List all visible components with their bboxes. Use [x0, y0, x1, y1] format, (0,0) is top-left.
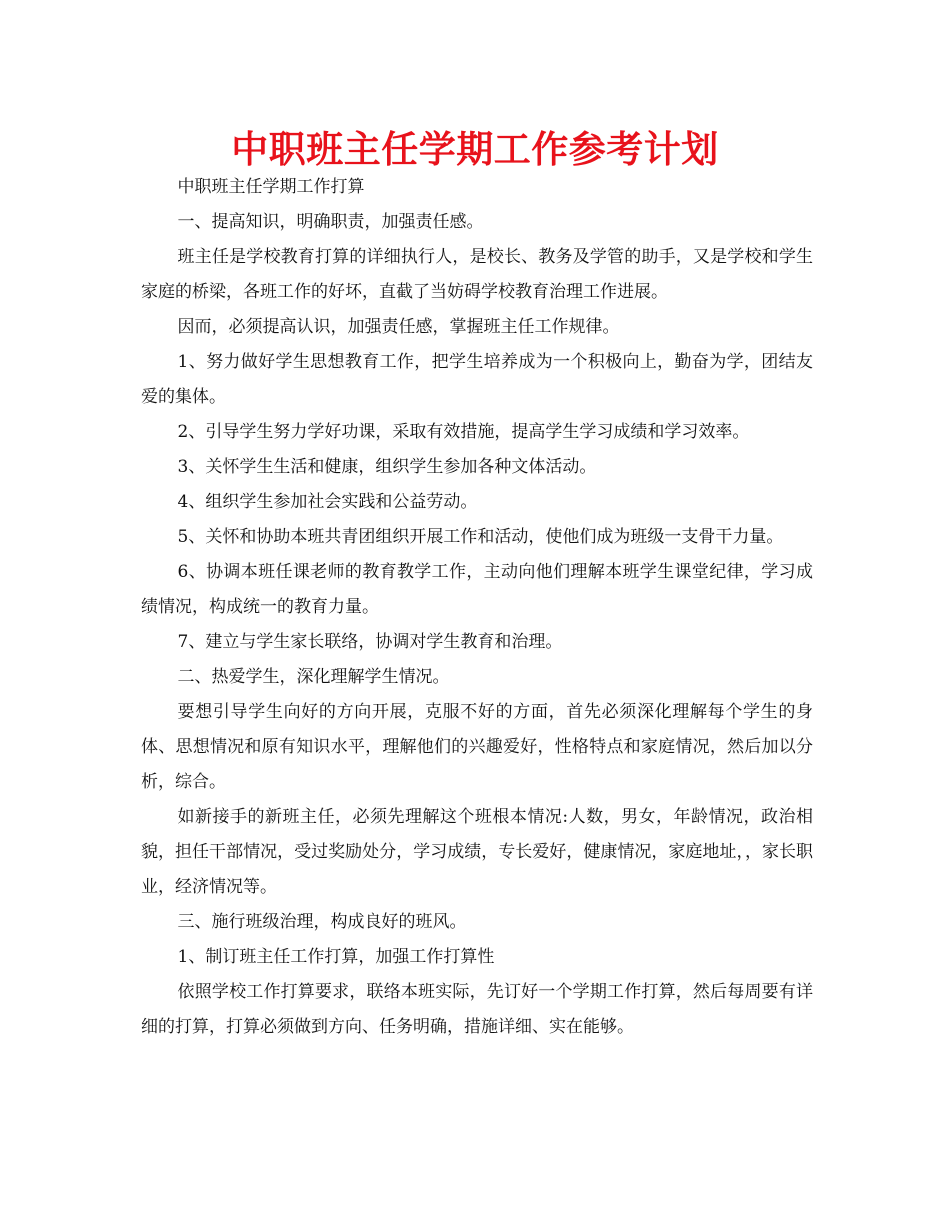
paragraph: 因而，必须提高认识，加强责任感，掌握班主任工作规律。	[177, 317, 620, 337]
paragraph: 班主任是学校教育打算的详细执行人，是校长、教务及学管的助手，又是学校和学生家庭的桥梁，各班工作的好坏，直截了当妨碍学校教育治理工作进展。	[141, 247, 813, 302]
paragraph: 依照学校工作打算要求，联络本班实际，先订好一个学期工作打算，然后每周要有详细的打算，打算必须做到方向、任务明确，措施详细、实在能够。	[141, 982, 813, 1037]
list-item: 6、协调本班任课老师的教育教学工作，主动向他们理解本班学生课堂纪律，学习成绩情况，构成统一的教育力量。	[141, 562, 813, 617]
list-item: 3、关怀学生生活和健康，组织学生参加各种文体活动。	[177, 457, 597, 477]
paragraph-section-heading-3: 三、施行班级治理，构成良好的班风。	[177, 912, 467, 932]
list-item: 1、努力做好学生思想教育工作，把学生培养成为一个积极向上，勤奋为学，团结友爱的集体。	[141, 352, 813, 407]
paragraph: 要想引导学生向好的方向开展，克服不好的方面，首先必须深化理解每个学生的身体、思想情况和原有知识水平，理解他们的兴趣爱好，性格特点和家庭情况，然后加以分析，综合。	[141, 702, 813, 792]
document-body	[141, 170, 813, 1045]
list-item: 5、关怀和协助本班共青团组织开展工作和活动，使他们成为班级一支骨干力量。	[177, 527, 784, 547]
list-item: 2、引导学生努力学好功课，采取有效措施，提高学生学习成绩和学习效率。	[177, 422, 750, 442]
document-title: 中职班主任学期工作参考计划	[231, 128, 719, 171]
list-item: 4、组织学生参加社会实践和公益劳动。	[177, 492, 478, 512]
list-item: 1、制订班主任工作打算，加强工作打算性	[177, 947, 495, 967]
paragraph-section-heading-2: 二、热爱学生，深化理解学生情况。	[177, 667, 450, 687]
paragraph-subtitle: 中职班主任学期工作打算	[177, 177, 365, 197]
paragraph: 如新接手的新班主任，必须先理解这个班根本情况:人数，男女，年龄情况，政治相貌，担任干部情况，受过奖励处分，学习成绩，专长爱好，健康情况，家庭地址，，家长职业，经济情况等。	[141, 807, 813, 897]
list-item: 7、建立与学生家长联络，协调对学生教育和治理。	[177, 632, 563, 652]
paragraph-section-heading-1: 一、提高知识，明确职责，加强责任感。	[177, 212, 484, 232]
